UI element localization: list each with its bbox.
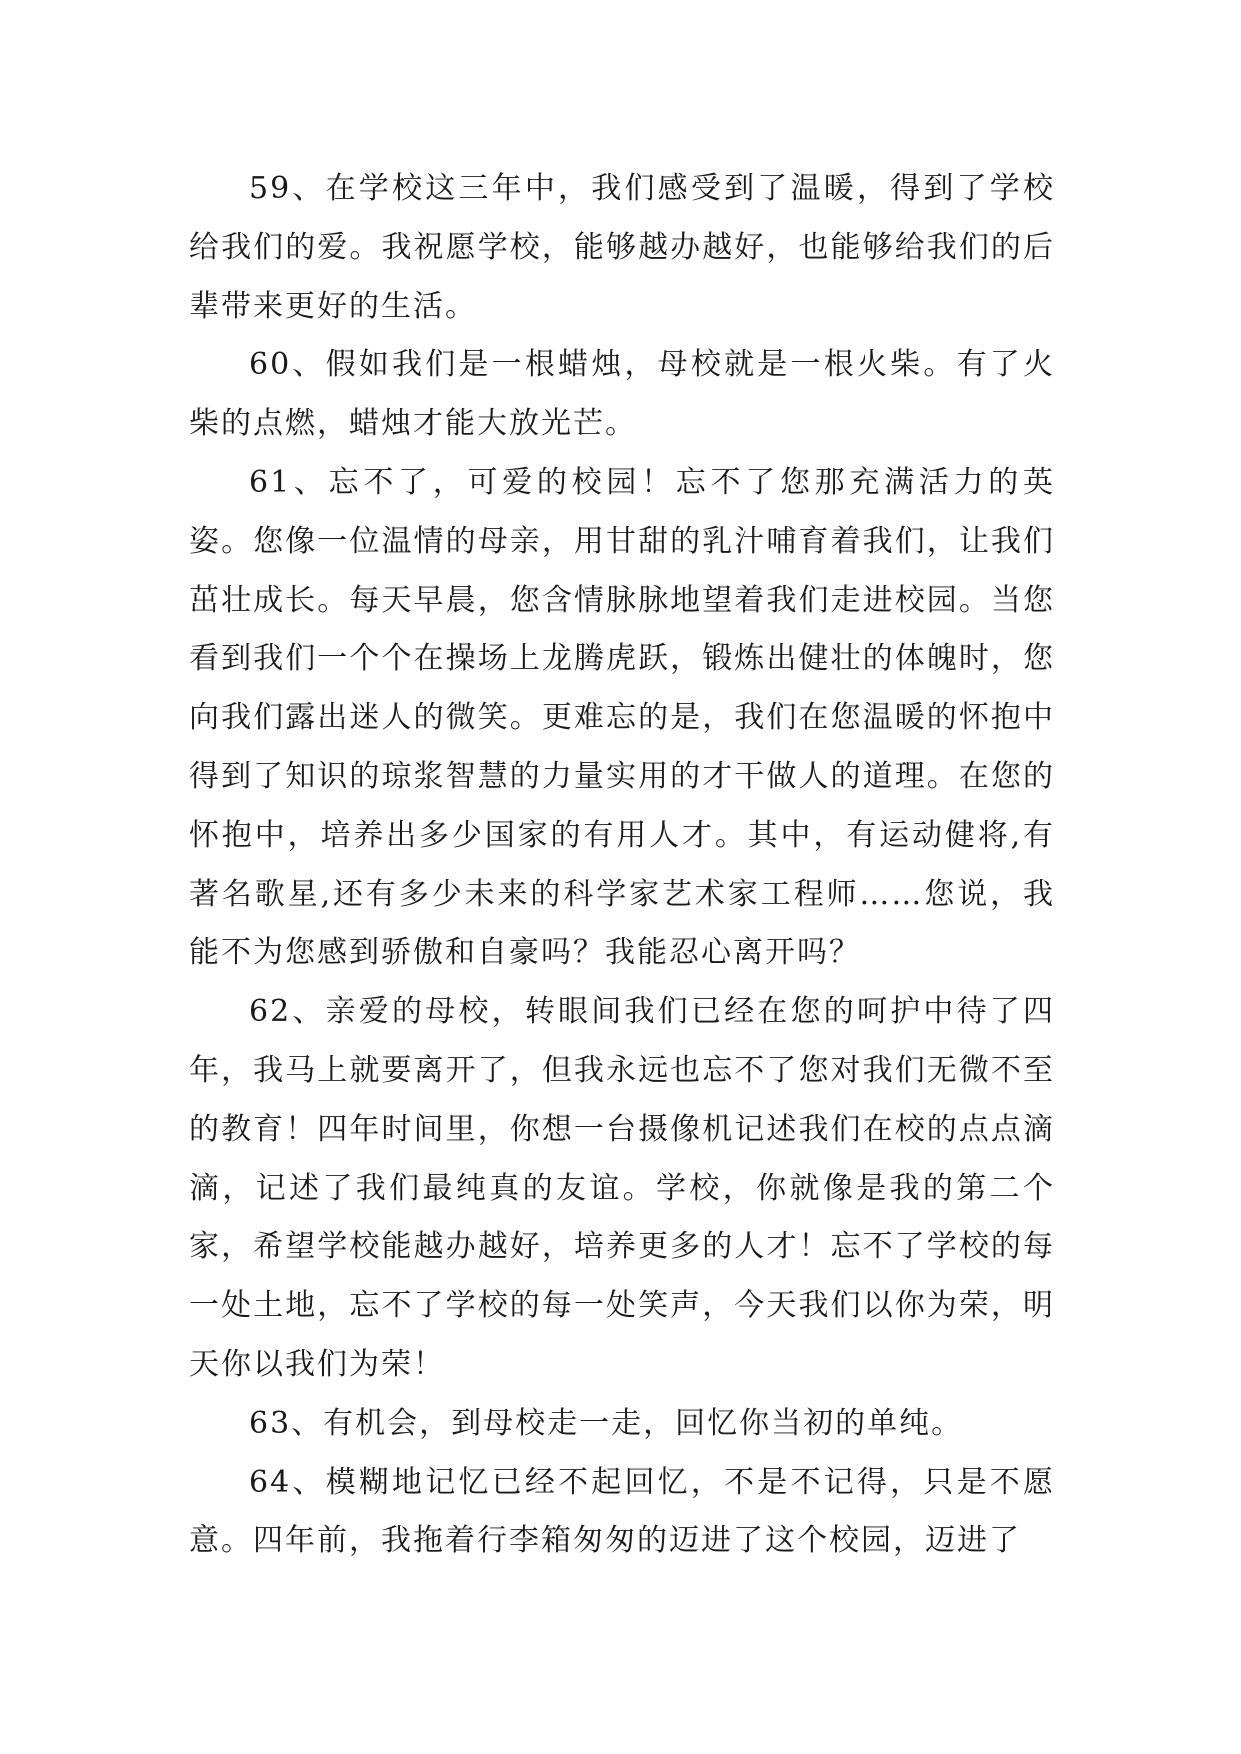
- document-body: [189, 160, 1055, 1571]
- paragraph-59: 59、在学校这三年中，我们感受到了温暖，得到了学校给我们的爱。我祝愿学校，能够越办越好，也能够给我们的后辈带来更好的生活。: [189, 171, 1055, 324]
- paragraph-61: 61、忘不了，可爱的校园！忘不了您那充满活力的英姿。您像一位温情的母亲，用甘甜的乳汁哺育着我们，让我们茁壮成长。每天早晨，您含情脉脉地望着我们走进校园。当您看到我们一个个在操场上龙腾虎跃，锻炼出健壮的体魄时，您向我们露出迷人的微笑。更难忘的是，我们在您温暖的怀抱中得到了知识的琼浆智慧的力量实用的才干做人的道理。在您的怀抱中，培养出多少国家的有用人才。其中，有运动健将,有著名歌星,还有多少未来的科学家艺术家工程师……您说，我能不为您感到骄傲和自豪吗？我能忍心离开吗？: [189, 464, 1055, 971]
- paragraph-63: 63、有机会，到母校走一走，回忆你当初的单纯。: [249, 1405, 964, 1441]
- paragraph-62: 62、亲爱的母校，转眼间我们已经在您的呵护中待了四年，我马上就要离开了，但我永远也忘不了您对我们无微不至的教育！四年时间里，你想一台摄像机记述我们在校的点点滴滴，记述了我们最纯真的友谊。学校，你就像是我的第二个家，希望学校能越办越好，培养更多的人才！忘不了学校的每一处土地，忘不了学校的每一处笑声，今天我们以你为荣，明天你以我们为荣！: [189, 994, 1055, 1382]
- paragraph-60: 60、假如我们是一根蜡烛，母校就是一根火柴。有了火柴的点燃，蜡烛才能大放光芒。: [189, 347, 1055, 442]
- paragraph-64: 64、模糊地记忆已经不起回忆，不是不记得，只是不愿意。四年前，我拖着行李箱匆匆的迈进了这个校园，迈进了: [189, 1464, 1055, 1559]
